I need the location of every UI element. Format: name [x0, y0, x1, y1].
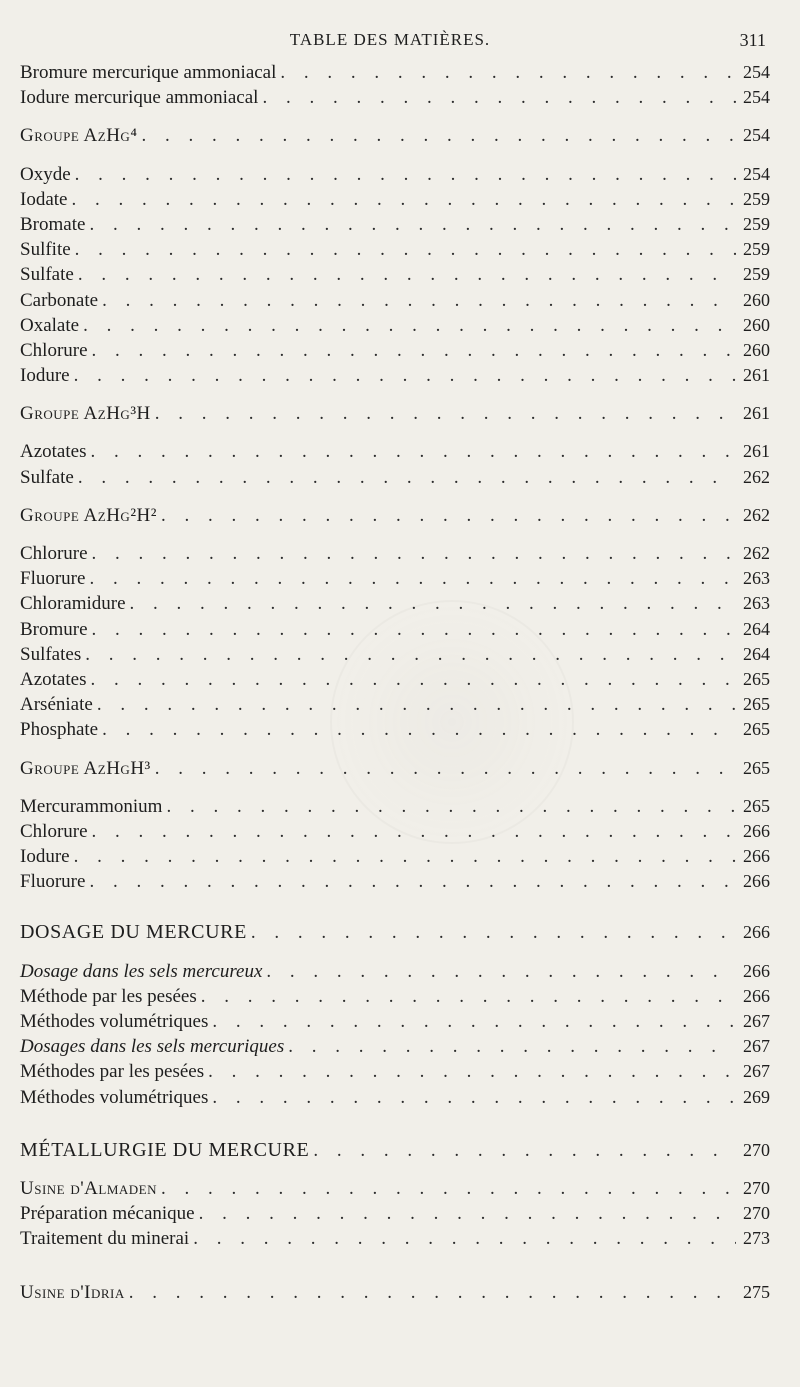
entry-page: 259 — [743, 239, 770, 260]
toc-section-heading — [20, 1138, 770, 1163]
dot-leader — [161, 1176, 736, 1201]
toc-entry — [20, 313, 770, 338]
toc-entry — [20, 541, 770, 566]
toc-entry — [20, 1059, 770, 1084]
toc-entry — [20, 465, 770, 490]
dot-leader — [102, 717, 736, 742]
dot-leader — [75, 237, 736, 262]
toc-entry — [20, 439, 770, 464]
entry-page: 269 — [743, 1086, 770, 1107]
dot-leader — [141, 123, 736, 148]
entry-page: 270 — [743, 1203, 770, 1224]
entry-label: Iodate — [20, 188, 68, 210]
entry-label: Fluorure — [20, 871, 86, 893]
entry-label: Mercurammonium — [20, 795, 163, 817]
toc-entry — [20, 212, 770, 237]
dot-leader — [212, 1009, 736, 1034]
entry-page: 266 — [743, 820, 770, 841]
entry-page: 260 — [743, 289, 770, 310]
dot-leader — [199, 1201, 736, 1226]
entry-label: Chloramidure — [20, 593, 126, 615]
dot-leader — [92, 338, 736, 363]
entry-page: 266 — [743, 846, 770, 867]
entry-page: 262 — [743, 504, 770, 525]
entry-page: 266 — [743, 985, 770, 1006]
entry-page: 259 — [743, 264, 770, 285]
entry-label: Sulfate — [20, 264, 74, 286]
dot-leader — [89, 869, 736, 894]
dot-leader — [201, 984, 736, 1009]
toc-entry — [20, 162, 770, 187]
entry-page: 265 — [743, 694, 770, 715]
entry-page: 264 — [743, 643, 770, 664]
toc-entry — [20, 288, 770, 313]
entry-page: 259 — [743, 213, 770, 234]
entry-page: 254 — [743, 125, 770, 146]
entry-page: 263 — [743, 593, 770, 614]
header-page-number: 311 — [739, 30, 766, 50]
entry-label: Groupe AzHg⁴ — [20, 125, 138, 147]
entry-label: Traitement du minerai — [20, 1228, 190, 1250]
dot-leader — [155, 756, 736, 781]
toc-entry — [20, 262, 770, 287]
entry-page: 254 — [743, 163, 770, 184]
entry-page: 263 — [743, 568, 770, 589]
toc-entry — [20, 617, 770, 642]
entry-label: Méthodes par les pesées — [20, 1061, 205, 1083]
entry-label: Azotates — [20, 441, 87, 463]
entry-page: 260 — [743, 314, 770, 335]
toc-entry — [20, 591, 770, 616]
entry-label: Iodure mercurique ammoniacal — [20, 87, 259, 109]
toc-entry — [20, 642, 770, 667]
toc-entry — [20, 363, 770, 388]
entry-page: 265 — [743, 719, 770, 740]
dot-leader — [92, 617, 736, 642]
entry-label: Bromate — [20, 213, 86, 235]
entry-label: DOSAGE DU MERCURE — [20, 921, 247, 944]
entry-label: Bromure — [20, 618, 88, 640]
toc-entry — [20, 667, 770, 692]
entry-page: 261 — [743, 365, 770, 386]
toc-section-heading — [20, 920, 770, 945]
entry-label: Méthodes volumétriques — [20, 1011, 209, 1032]
entry-label: Méthodes volumétriques — [20, 1086, 209, 1108]
toc-group-heading — [20, 1280, 770, 1305]
entry-label: Dosage dans les sels mercureux — [20, 960, 263, 982]
toc-entry — [20, 794, 770, 819]
dot-leader — [129, 1280, 736, 1305]
dot-leader — [212, 1085, 736, 1110]
entry-page: 267 — [743, 1061, 770, 1082]
toc-entry — [20, 237, 770, 262]
entry-page: 259 — [743, 188, 770, 209]
entry-page: 261 — [743, 441, 770, 462]
dot-leader — [193, 1226, 736, 1251]
dot-leader — [78, 262, 736, 287]
toc-group-heading — [20, 1176, 770, 1201]
toc-entry — [20, 1226, 770, 1251]
dot-leader — [92, 819, 736, 844]
entry-label: MÉTALLURGIE DU MERCURE — [20, 1138, 310, 1161]
entry-page: 254 — [743, 87, 770, 108]
entry-label: Préparation mécanique — [20, 1203, 195, 1225]
dot-leader — [130, 591, 736, 616]
entry-label: Iodure — [20, 365, 70, 387]
entry-label: Oxalate — [20, 314, 80, 336]
entry-page: 270 — [743, 1139, 770, 1160]
entry-page: 265 — [743, 757, 770, 778]
toc-group-heading — [20, 123, 770, 148]
entry-label: Phosphate — [20, 719, 99, 741]
dot-leader — [208, 1059, 736, 1084]
entry-page: 267 — [743, 1036, 770, 1057]
toc-group-heading — [20, 503, 770, 528]
toc-entry — [20, 566, 770, 591]
toc-entry — [20, 1085, 770, 1110]
dot-leader — [85, 642, 736, 667]
header-title: TABLE DES MATIÈRES. — [289, 30, 491, 49]
dot-leader — [251, 920, 736, 945]
dot-leader — [89, 566, 736, 591]
entry-label: Iodure — [20, 846, 70, 868]
entry-page: 266 — [743, 922, 770, 943]
entry-label: Dosages dans les sels mercuriques — [20, 1036, 285, 1058]
entry-page: 266 — [743, 871, 770, 892]
dot-leader — [288, 1034, 736, 1059]
entry-label: Chlorure — [20, 820, 88, 842]
toc-entry — [20, 60, 770, 85]
entry-page: 273 — [743, 1228, 770, 1249]
dot-leader — [262, 85, 736, 110]
entry-label: Oxyde — [20, 163, 71, 185]
dot-leader — [155, 401, 736, 426]
toc-group-heading — [20, 756, 770, 781]
dot-leader — [71, 187, 736, 212]
toc-entry — [20, 692, 770, 717]
entry-label: Usine d'Almaden — [20, 1177, 157, 1199]
dot-leader — [90, 667, 736, 692]
toc-entry — [20, 187, 770, 212]
dot-leader — [90, 439, 736, 464]
dot-leader — [280, 60, 736, 85]
entry-page: 254 — [743, 62, 770, 82]
dot-leader — [92, 541, 736, 566]
dot-leader — [89, 212, 736, 237]
entry-page: 270 — [743, 1177, 770, 1198]
entry-page: 275 — [743, 1281, 770, 1302]
toc-group-heading — [20, 401, 770, 426]
entry-page: 265 — [743, 668, 770, 689]
entry-label: Sulfate — [20, 466, 74, 488]
entry-label: Fluorure — [20, 568, 86, 590]
entry-label: Carbonate — [20, 289, 99, 311]
dot-leader — [74, 844, 736, 869]
toc-entry — [20, 869, 770, 894]
entry-page: 267 — [743, 1011, 770, 1031]
entry-page: 266 — [743, 960, 770, 981]
entry-page: 264 — [743, 618, 770, 639]
dot-leader — [102, 288, 736, 313]
dot-leader — [83, 313, 736, 338]
running-header — [0, 30, 800, 54]
entry-page: 260 — [743, 339, 770, 360]
entry-page: 262 — [743, 543, 770, 563]
toc-entry — [20, 1009, 770, 1034]
entry-page: 261 — [743, 403, 770, 424]
toc-entry — [20, 85, 770, 110]
toc-entry — [20, 338, 770, 363]
toc-entry — [20, 819, 770, 844]
entry-label: Usine d'Idria — [20, 1281, 125, 1303]
toc-entry — [20, 717, 770, 742]
entry-label: Arséniate — [20, 694, 93, 716]
entry-page: 262 — [743, 466, 770, 487]
entry-label: Groupe AzHg²H² — [20, 504, 157, 526]
dot-leader — [313, 1138, 736, 1163]
toc-entry — [20, 984, 770, 1009]
entry-label: Groupe AzHg³H — [20, 403, 151, 425]
dot-leader — [266, 959, 736, 984]
entry-label: Azotates — [20, 668, 87, 690]
entry-page: 265 — [743, 795, 770, 816]
entry-label: Chlorure — [20, 339, 88, 361]
entry-label: Chlorure — [20, 543, 88, 564]
entry-label: Groupe AzHgH³ — [20, 757, 151, 779]
dot-leader — [97, 692, 736, 717]
toc-entry — [20, 959, 770, 984]
dot-leader — [74, 363, 736, 388]
dot-leader — [75, 162, 736, 187]
toc-entry — [20, 1201, 770, 1226]
toc-entry — [20, 1034, 770, 1059]
entry-label: Sulfite — [20, 239, 71, 261]
entry-label: Bromure mercurique ammoniacal — [20, 62, 277, 83]
entry-label: Sulfates — [20, 643, 82, 665]
table-of-contents — [20, 60, 770, 1305]
toc-entry — [20, 844, 770, 869]
dot-leader — [161, 503, 736, 528]
entry-label: Méthode par les pesées — [20, 985, 197, 1007]
dot-leader — [166, 794, 736, 819]
dot-leader — [78, 465, 736, 490]
